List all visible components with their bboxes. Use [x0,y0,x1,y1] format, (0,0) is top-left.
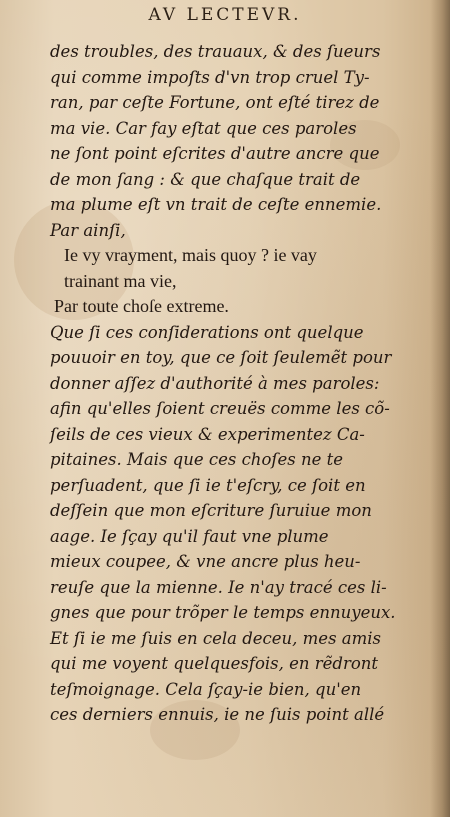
running-header: AV LECTEVR. [148,5,302,25]
text-line: gnes que pour trõper le temps ennuyeux. [50,603,396,622]
text-line: ne ſont point eſcrites d'autre ancre que [50,144,380,163]
text-line: aage. Ie ſçay qu'il faut vne plume [50,526,329,546]
verse-line: trainant ma vie, [64,270,177,291]
text-line: teſmoignage. Cela ſçay-ie bien, qu'en [50,679,362,699]
page-text [50,39,400,728]
text-line: ma plume eſt vn trait de ceſte ennemie. [50,195,382,214]
text-line: pouuoir en toy, que ce ſoit ſeulemẽt pour [50,348,392,367]
text-line: ma vie. Car fay eſtat que ces paroles [50,118,357,138]
text-line: perſuadent, que ſi ie t'eſcry, ce ſoit en [50,475,366,495]
text-line: des troubles, des trauaux, & des ſueurs [50,42,381,61]
text-line: Par ainſi, [50,220,126,240]
text-line: ran, par ceſte Fortune, ont eſté tirez de [50,93,380,112]
text-line: reuſe que la mienne. Ie n'ay tracé ces li- [50,577,387,597]
text-line: de mon ſang : & que chaſque trait de [50,169,361,189]
verse-line: Ie vy vrayment, mais quoy ? ie vay [64,245,317,265]
page-edge-shadow [430,0,450,817]
text-line: pitaines. Mais que ces choſes ne te [50,450,343,469]
verse-line: Par toute choſe extreme. [54,296,229,316]
text-line: ces derniers ennuis, ie ne ſuis point allé [50,705,385,724]
text-line: deſſein que mon eſcriture ſuruiue mon [50,501,372,520]
text-line: donner aſſez d'authorité à mes paroles: [50,373,380,393]
text-line: qui me voyent quelquesfois, en rẽdront [50,654,379,673]
text-line: Que ſi ces conſiderations ont quelque [50,322,364,342]
text-line: afin qu'elles ſoient creuës comme les cõ- [50,399,390,418]
text-line: mieux coupee, & vne ancre plus heu- [50,552,361,571]
text-line: qui comme impoſts d'vn trop cruel Ty- [50,67,370,87]
text-line: ſeils de ces vieux & experimentez Ca- [50,424,365,444]
text-line: Et ſi ie me ſuis en cela deceu, mes amis [50,628,382,648]
